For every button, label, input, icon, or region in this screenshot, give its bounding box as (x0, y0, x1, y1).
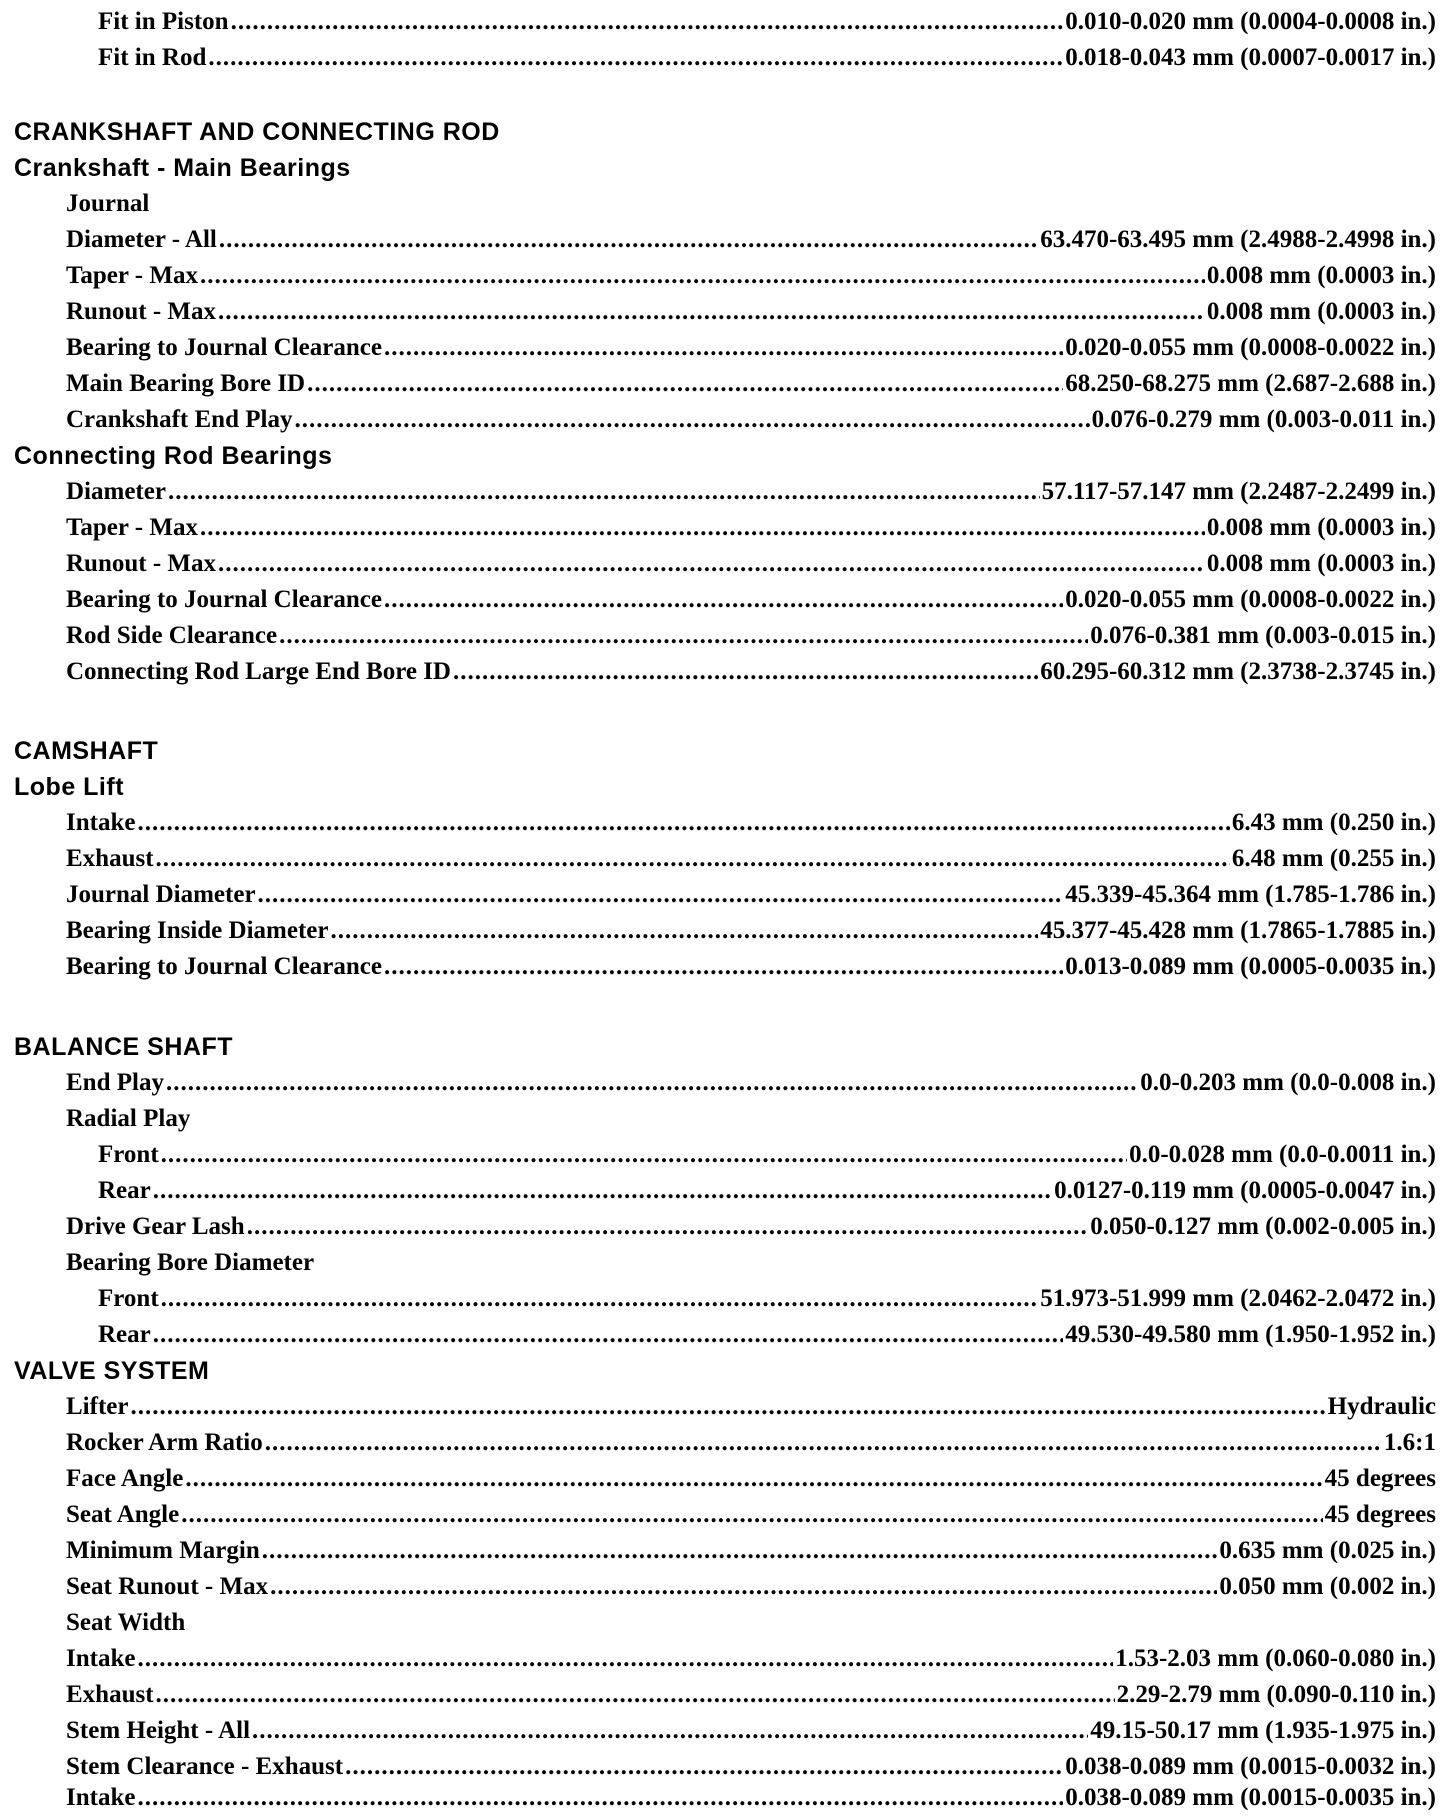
subheading-main-bearings: Crankshaft - Main Bearings (14, 154, 351, 182)
spec-value: Hydraulic (1327, 1393, 1436, 1420)
leader-dots (137, 1780, 1063, 1816)
spec-label: Crankshaft End Play (66, 406, 293, 433)
section-heading-valve-system: VALVE SYSTEM (14, 1357, 210, 1385)
spec-label: Main Bearing Bore ID (66, 370, 306, 397)
spec-row (66, 582, 1436, 618)
leader-dots (265, 1425, 1382, 1461)
leader-dots (200, 510, 1205, 546)
spec-label: Rod Side Clearance (66, 622, 278, 649)
spec-value: 68.250-68.275 mm (2.687-2.688 in.) (1065, 370, 1436, 397)
spec-label: Intake (66, 1784, 136, 1811)
spec-value: 0.038-0.089 mm (0.0015-0.0032 in.) (1065, 1753, 1436, 1780)
spec-value: 0.635 mm (0.025 in.) (1219, 1537, 1436, 1564)
leader-dots (258, 877, 1064, 913)
spec-value: 57.117-57.147 mm (2.2487-2.2499 in.) (1041, 478, 1436, 505)
spec-label: Lifter (66, 1393, 129, 1420)
spec-row (66, 1780, 1436, 1816)
spec-value: 1.6:1 (1383, 1429, 1436, 1456)
spec-label: Connecting Rod Large End Bore ID (66, 658, 451, 685)
spec-value: 0.050-0.127 mm (0.002-0.005 in.) (1090, 1213, 1436, 1240)
leader-dots (156, 841, 1230, 877)
spec-row (66, 1641, 1436, 1677)
leader-dots (137, 805, 1229, 841)
spec-label: Minimum Margin (66, 1537, 260, 1564)
spec-label: Seat Angle (66, 1501, 180, 1528)
leader-dots (156, 1677, 1115, 1713)
spec-label: Exhaust (66, 845, 154, 872)
spec-value: 0.020-0.055 mm (0.0008-0.0022 in.) (1065, 334, 1436, 361)
spec-label: Stem Clearance - Exhaust (66, 1753, 344, 1780)
spec-row (66, 1389, 1436, 1425)
spec-row (66, 546, 1436, 582)
leader-dots (208, 40, 1063, 76)
spec-value: 0.008 mm (0.0003 in.) (1206, 262, 1436, 289)
spec-value: 0.076-0.279 mm (0.003-0.011 in.) (1091, 406, 1436, 433)
leader-dots (219, 222, 1038, 258)
spec-row-end-play (66, 1065, 1436, 1101)
spec-row (66, 654, 1436, 690)
spec-value: 6.43 mm (0.250 in.) (1231, 809, 1436, 836)
spec-row (66, 913, 1436, 949)
leader-dots (161, 1281, 1039, 1317)
spec-label: Journal Diameter (66, 881, 256, 908)
spec-row-fit-in-piston (98, 4, 1436, 40)
spec-row (66, 222, 1436, 258)
spec-row (66, 618, 1436, 654)
spec-value: 49.15-50.17 mm (1.935-1.975 in.) (1090, 1717, 1436, 1744)
spec-value: 6.48 mm (0.255 in.) (1231, 845, 1436, 872)
spec-row-drive-gear-lash (66, 1209, 1436, 1245)
spec-value: 0.013-0.089 mm (0.0005-0.0035 in.) (1065, 953, 1436, 980)
leader-dots (218, 294, 1205, 330)
section-heading-balance-shaft: BALANCE SHAFT (14, 1033, 233, 1061)
spec-value: 0.008 mm (0.0003 in.) (1206, 550, 1436, 577)
leader-dots (279, 618, 1088, 654)
spec-label: Intake (66, 809, 136, 836)
spec-value: 51.973-51.999 mm (2.0462-2.0472 in.) (1040, 1285, 1436, 1312)
leader-dots (384, 582, 1063, 618)
leader-dots (252, 1713, 1088, 1749)
spec-label: Bearing to Journal Clearance (66, 586, 382, 613)
spec-value: 2.29-2.79 mm (0.090-0.110 in.) (1116, 1681, 1436, 1708)
spec-row (66, 877, 1436, 913)
spec-value: 45.377-45.428 mm (1.7865-1.7885 in.) (1040, 917, 1436, 944)
spec-label: Front (98, 1141, 159, 1168)
leader-dots (453, 654, 1038, 690)
spec-value: 0.018-0.043 mm (0.0007-0.0017 in.) (1065, 44, 1436, 71)
leader-dots (153, 1317, 1063, 1353)
leader-dots (294, 402, 1089, 438)
spec-label: Runout - Max (66, 550, 217, 577)
spec-value: 49.530-49.580 mm (1.950-1.952 in.) (1065, 1321, 1436, 1348)
spec-label: Bearing to Journal Clearance (66, 334, 382, 361)
leader-dots (153, 1173, 1052, 1209)
spec-label: Rocker Arm Ratio (66, 1429, 263, 1456)
subheading-lobe-lift: Lobe Lift (14, 773, 125, 801)
leader-dots (231, 4, 1064, 40)
spec-row (66, 294, 1436, 330)
spec-row (66, 402, 1436, 438)
leader-dots (137, 1641, 1113, 1677)
spec-row (66, 1497, 1436, 1533)
spec-label: Runout - Max (66, 298, 217, 325)
spec-value: 45 degrees (1324, 1465, 1436, 1492)
label-seat-width: Seat Width (66, 1609, 186, 1636)
leader-dots (166, 1065, 1138, 1101)
spec-label: Face Angle (66, 1465, 184, 1492)
spec-value: 63.470-63.495 mm (2.4988-2.4998 in.) (1040, 226, 1436, 253)
leader-dots (247, 1209, 1089, 1245)
leader-dots (185, 1461, 1322, 1497)
spec-value: 60.295-60.312 mm (2.3738-2.3745 in.) (1040, 658, 1436, 685)
section-heading-crankshaft: CRANKSHAFT AND CONNECTING ROD (14, 118, 500, 146)
spec-label: Bearing Inside Diameter (66, 917, 329, 944)
spec-label: Diameter (66, 478, 166, 505)
spec-row-fit-in-rod (98, 40, 1436, 76)
spec-value: 0.010-0.020 mm (0.0004-0.0008 in.) (1065, 8, 1436, 35)
spec-value: 0.0-0.203 mm (0.0-0.008 in.) (1140, 1069, 1436, 1096)
spec-row-bore-rear (98, 1317, 1436, 1353)
spec-row (66, 366, 1436, 402)
spec-row (66, 510, 1436, 546)
spec-row-radial-rear (98, 1173, 1436, 1209)
spec-label: Drive Gear Lash (66, 1213, 245, 1240)
spec-value: 0.008 mm (0.0003 in.) (1206, 514, 1436, 541)
spec-label: Fit in Piston (98, 8, 229, 35)
spec-row (66, 258, 1436, 294)
leader-dots (200, 258, 1205, 294)
spec-value: 45.339-45.364 mm (1.785-1.786 in.) (1065, 881, 1436, 908)
spec-value: 1.53-2.03 mm (0.060-0.080 in.) (1115, 1645, 1436, 1672)
spec-row (66, 1677, 1436, 1713)
spec-value: 0.076-0.381 mm (0.003-0.015 in.) (1090, 622, 1436, 649)
section-heading-camshaft: CAMSHAFT (14, 737, 159, 765)
spec-value: 0.0-0.028 mm (0.0-0.0011 in.) (1129, 1141, 1436, 1168)
leader-dots (168, 474, 1040, 510)
spec-label: Taper - Max (66, 262, 198, 289)
spec-row-bore-front (98, 1281, 1436, 1317)
spec-label: Rear (98, 1177, 151, 1204)
leader-dots (181, 1497, 1322, 1533)
spec-row (66, 949, 1436, 985)
leader-dots (270, 1569, 1217, 1605)
spec-value: 0.038-0.089 mm (0.0015-0.0035 in.) (1065, 1784, 1436, 1811)
spec-row (66, 1533, 1436, 1569)
spec-label: Diameter - All (66, 226, 217, 253)
spec-label: Taper - Max (66, 514, 198, 541)
spec-label: Bearing to Journal Clearance (66, 953, 382, 980)
leader-dots (218, 546, 1205, 582)
spec-label: Fit in Rod (98, 44, 207, 71)
spec-row (66, 1425, 1436, 1461)
spec-row (66, 474, 1436, 510)
leader-dots (384, 330, 1063, 366)
spec-label: End Play (66, 1069, 164, 1096)
leader-dots (307, 366, 1063, 402)
spec-label: Front (98, 1285, 159, 1312)
spec-row (66, 1461, 1436, 1497)
leader-dots (161, 1137, 1127, 1173)
subheading-rod-bearings: Connecting Rod Bearings (14, 442, 333, 470)
spec-label: Stem Height - All (66, 1717, 251, 1744)
spec-value: 45 degrees (1324, 1501, 1436, 1528)
spec-value: 0.008 mm (0.0003 in.) (1206, 298, 1436, 325)
leader-dots (262, 1533, 1218, 1569)
spec-label: Rear (98, 1321, 151, 1348)
spec-value: 0.020-0.055 mm (0.0008-0.0022 in.) (1065, 586, 1436, 613)
leader-dots (130, 1389, 1325, 1425)
leader-dots (330, 913, 1038, 949)
label-radial-play: Radial Play (66, 1105, 191, 1132)
spec-label: Seat Runout - Max (66, 1573, 269, 1600)
spec-row (66, 841, 1436, 877)
leader-dots (384, 949, 1063, 985)
spec-value: 0.050 mm (0.002 in.) (1219, 1573, 1436, 1600)
spec-row (66, 330, 1436, 366)
spec-row (66, 1713, 1436, 1749)
spec-value: 0.0127-0.119 mm (0.0005-0.0047 in.) (1054, 1177, 1436, 1204)
label-journal: Journal (66, 190, 150, 217)
spec-row (66, 1569, 1436, 1605)
spec-label: Exhaust (66, 1681, 154, 1708)
spec-row (66, 805, 1436, 841)
label-bearing-bore-diameter: Bearing Bore Diameter (66, 1249, 315, 1276)
spec-label: Intake (66, 1645, 136, 1672)
spec-row-radial-front (98, 1137, 1436, 1173)
